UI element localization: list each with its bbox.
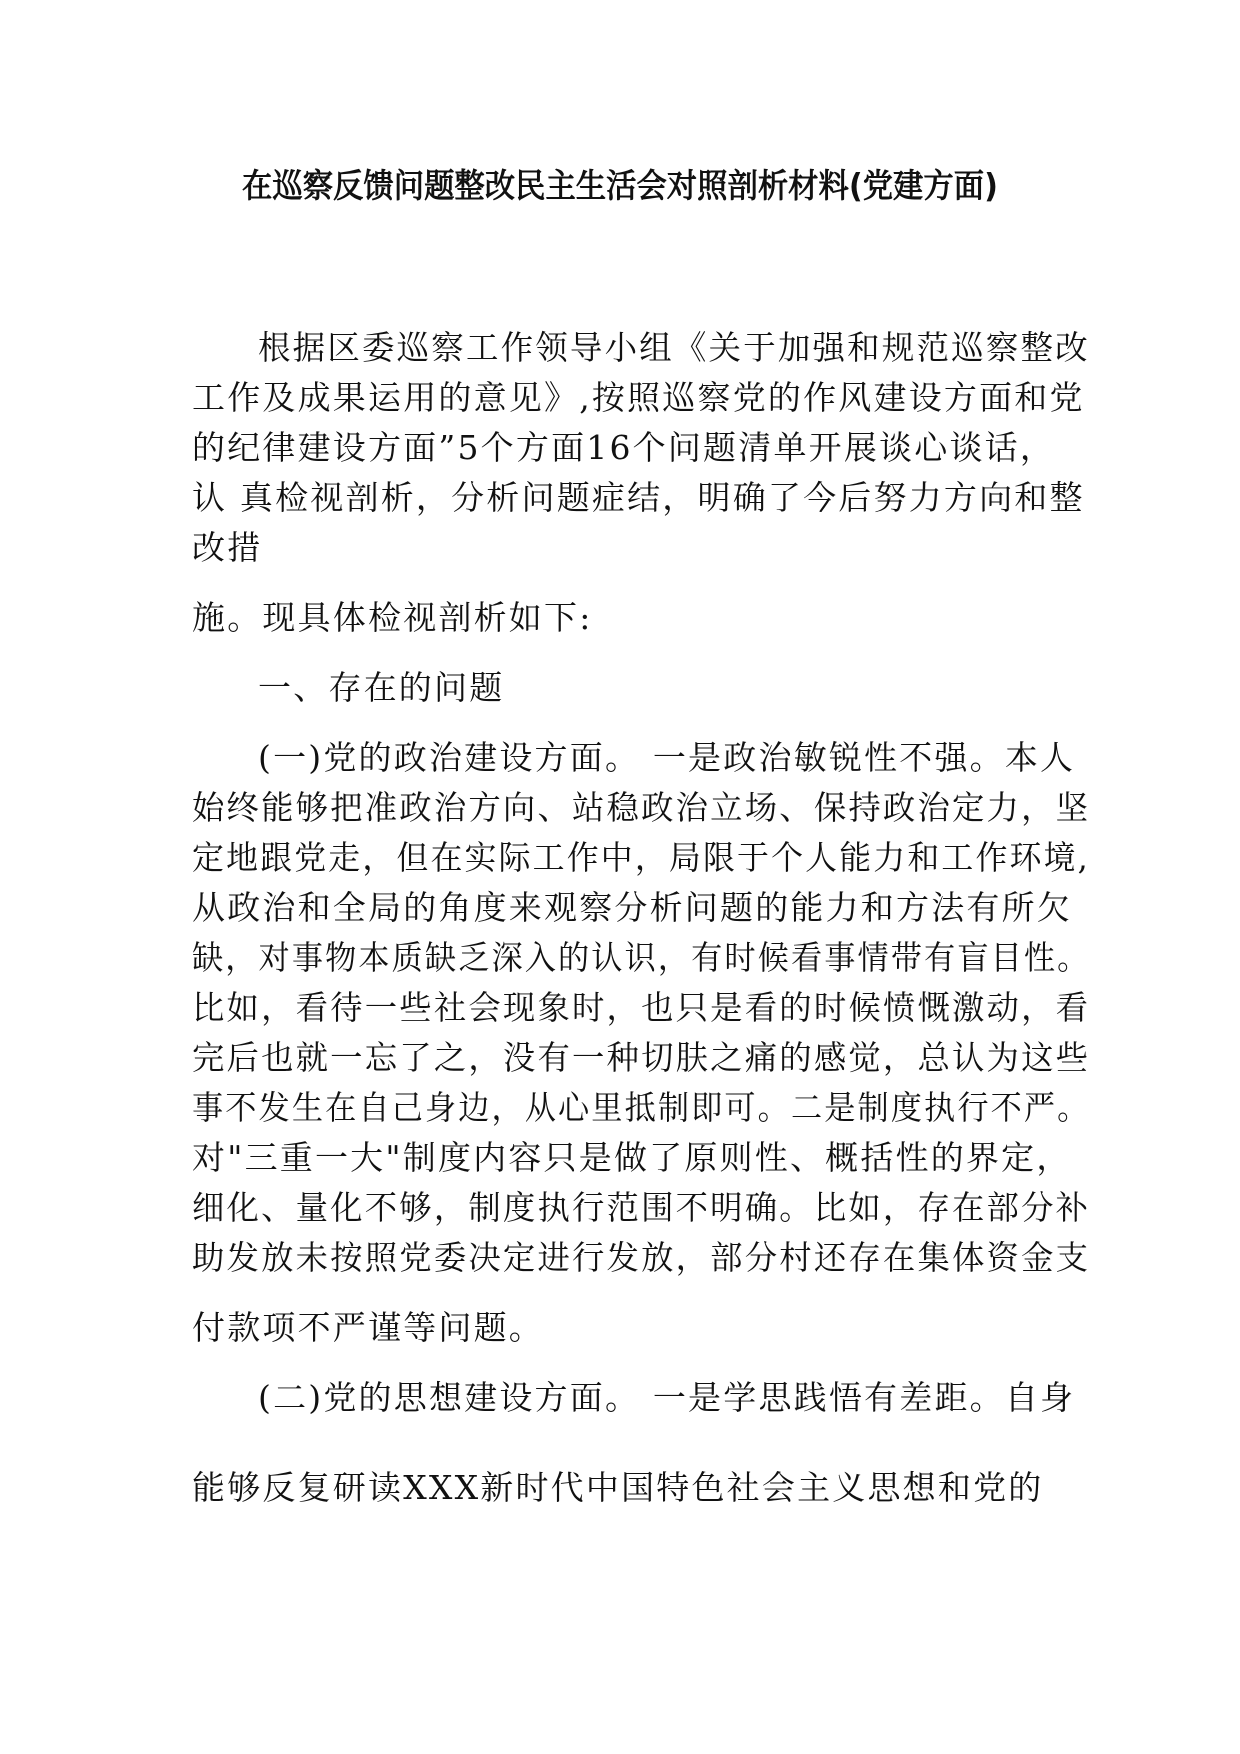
paragraph-line: 缺，对事物本质缺乏深入的认识，有时候看事情带有盲目性。 xyxy=(192,938,1091,977)
paragraph-line: 工作及成果运用的意见》,按照巡察党的作风建设方面和党 xyxy=(192,378,1085,417)
paragraph-line: 根据区委巡察工作领导小组《关于加强和规范巡察整改 xyxy=(258,328,1090,367)
paragraph-line: 助发放未按照党委决定进行发放，部分村还存在集体资金支 xyxy=(192,1238,1091,1277)
section-heading: 一、存在的问题 xyxy=(258,668,505,707)
subsection-line: (一)党的政治建设方面。 一是政治敏锐性不强。本人 xyxy=(258,738,1076,777)
paragraph-line: 能够反复研读XXX新时代中国特色社会主义思想和党的 xyxy=(192,1468,1044,1507)
paragraph-line: 付款项不严谨等问题。 xyxy=(192,1308,544,1347)
document-title: 在巡察反馈问题整改民主生活会对照剖析材料(党建方面) xyxy=(242,166,998,205)
paragraph-line: 施。现具体检视剖析如下: xyxy=(192,598,593,637)
paragraph-line: 认 真检视剖析，分析问题症结，明确了今后努力方向和整 xyxy=(192,478,1085,517)
paragraph-line: 的纪律建设方面”5个方面16个问题清单开展谈心谈话， xyxy=(192,428,1056,467)
paragraph-line: 完后也就一忘了之，没有一种切肤之痛的感觉，总认为这些 xyxy=(192,1038,1091,1077)
paragraph-line: 始终能够把准政治方向、站稳政治立场、保持政治定力，坚 xyxy=(192,788,1091,827)
paragraph-line: 细化、量化不够，制度执行范围不明确。比如，存在部分补 xyxy=(192,1188,1091,1227)
paragraph-line: 改措 xyxy=(192,528,263,567)
paragraph-line: 比如，看待一些社会现象时，也只是看的时候愤慨激动，看 xyxy=(192,988,1091,1027)
paragraph-line: 从政治和全局的角度来观察分析问题的能力和方法有所欠 xyxy=(192,888,1072,927)
subsection-line: (二)党的思想建设方面。 一是学思践悟有差距。自身 xyxy=(258,1378,1076,1417)
paragraph-line: 对"三重一大"制度内容只是做了原则性、概括性的界定， xyxy=(192,1138,1072,1177)
paragraph-line: 事不发生在自己身边，从心里抵制即可。二是制度执行不严。 xyxy=(192,1088,1091,1127)
paragraph-line: 定地跟党走，但在实际工作中，局限于个人能力和工作环境, xyxy=(192,838,1090,877)
